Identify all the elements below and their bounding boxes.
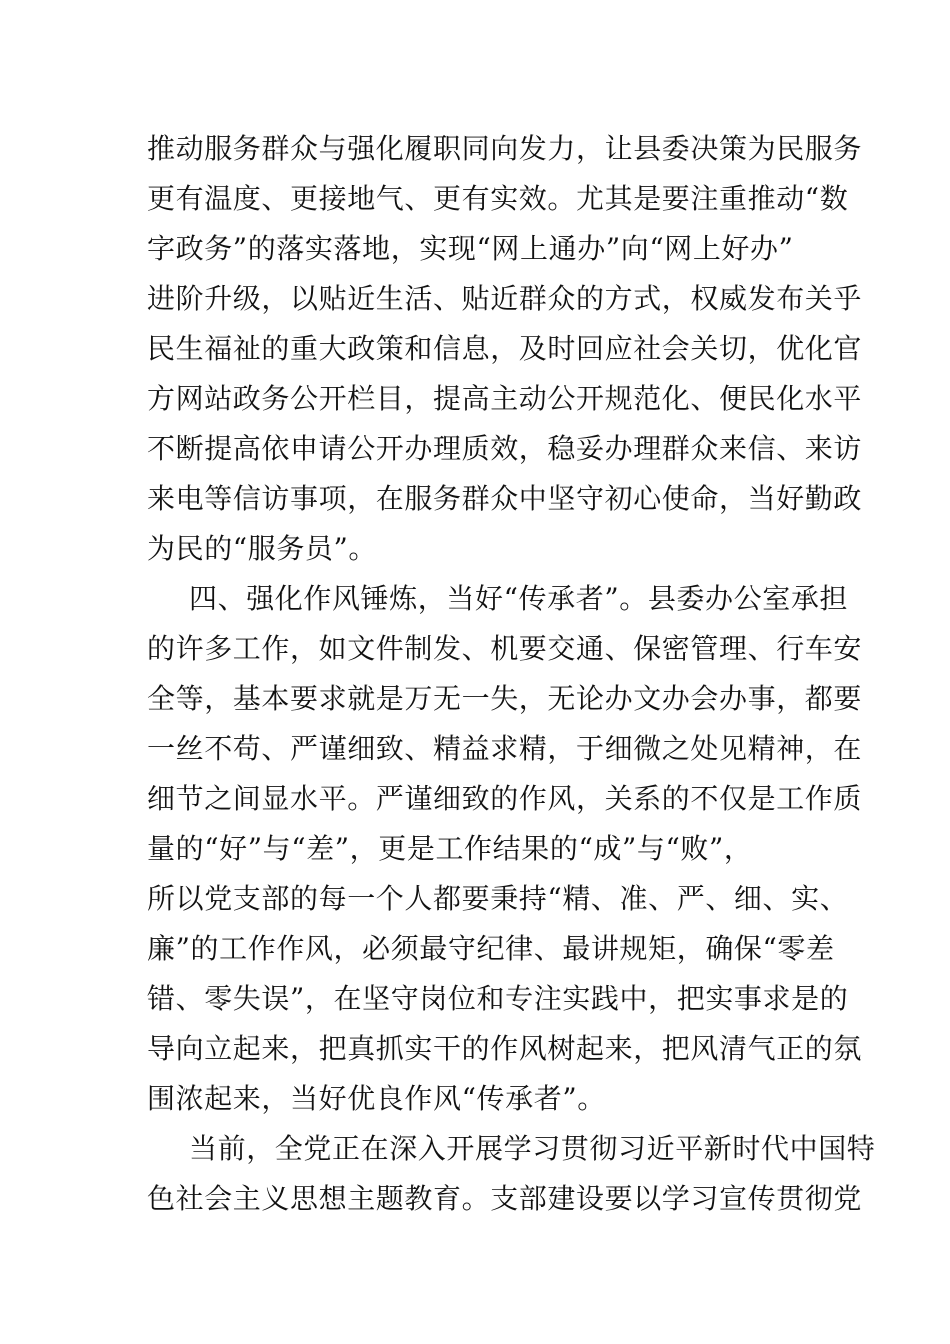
text-line: 字政务”的落实落地，实现“网上通办”向“网上好办”: [147, 232, 794, 265]
text-line: 导向立起来，把真抓实干的作风树起来，把风清气正的氛: [147, 1032, 863, 1065]
text-line: 方网站政务公开栏目，提高主动公开规范化、便民化水平: [147, 382, 863, 415]
paragraph-start-line: 当前，全党正在深入开展学习贯彻习近平新时代中国特: [189, 1132, 876, 1165]
text-line: 围浓起来，当好优良作风“传承者”。: [147, 1082, 606, 1115]
text-line: 全等，基本要求就是万无一失，无论办文办会办事，都要: [147, 682, 863, 715]
text-line: 量的“好”与“差”，更是工作结果的“成”与“败”，: [147, 832, 753, 865]
text-line: 细节之间显水平。严谨细致的作风，关系的不仅是工作质: [147, 782, 863, 815]
paragraph-start-line: 四、强化作风锤炼，当好“传承者”。县委办公室承担: [189, 582, 849, 615]
text-line: 不断提高依申请公开办理质效，稳妥办理群众来信、来访: [147, 432, 863, 465]
text-line: 更有温度、更接地气、更有实效。尤其是要注重推动“数: [147, 182, 849, 215]
text-line: 一丝不苟、严谨细致、精益求精，于细微之处见精神，在: [147, 732, 863, 765]
text-line: 的许多工作，如文件制发、机要交通、保密管理、行车安: [147, 632, 863, 665]
text-line: 来电等信访事项，在服务群众中坚守初心使命，当好勤政: [147, 482, 863, 515]
text-line: 廉”的工作作风，必须最守纪律、最讲规矩，确保“零差: [147, 932, 835, 965]
text-line: 色社会主义思想主题教育。支部建设要以学习宣传贯彻党: [147, 1182, 863, 1215]
text-line: 民生福祉的重大政策和信息，及时回应社会关切，优化官: [147, 332, 863, 365]
text-line: 进阶升级，以贴近生活、贴近群众的方式，权威发布关乎: [147, 282, 863, 315]
text-line: 推动服务群众与强化履职同向发力，让县委决策为民服务: [147, 132, 863, 165]
text-line: 错、零失误”，在坚守岗位和专注实践中，把实事求是的: [147, 982, 849, 1015]
text-line: 为民的“服务员”。: [147, 532, 378, 565]
text-line: 所以党支部的每一个人都要秉持“精、准、严、细、实、: [147, 882, 849, 915]
